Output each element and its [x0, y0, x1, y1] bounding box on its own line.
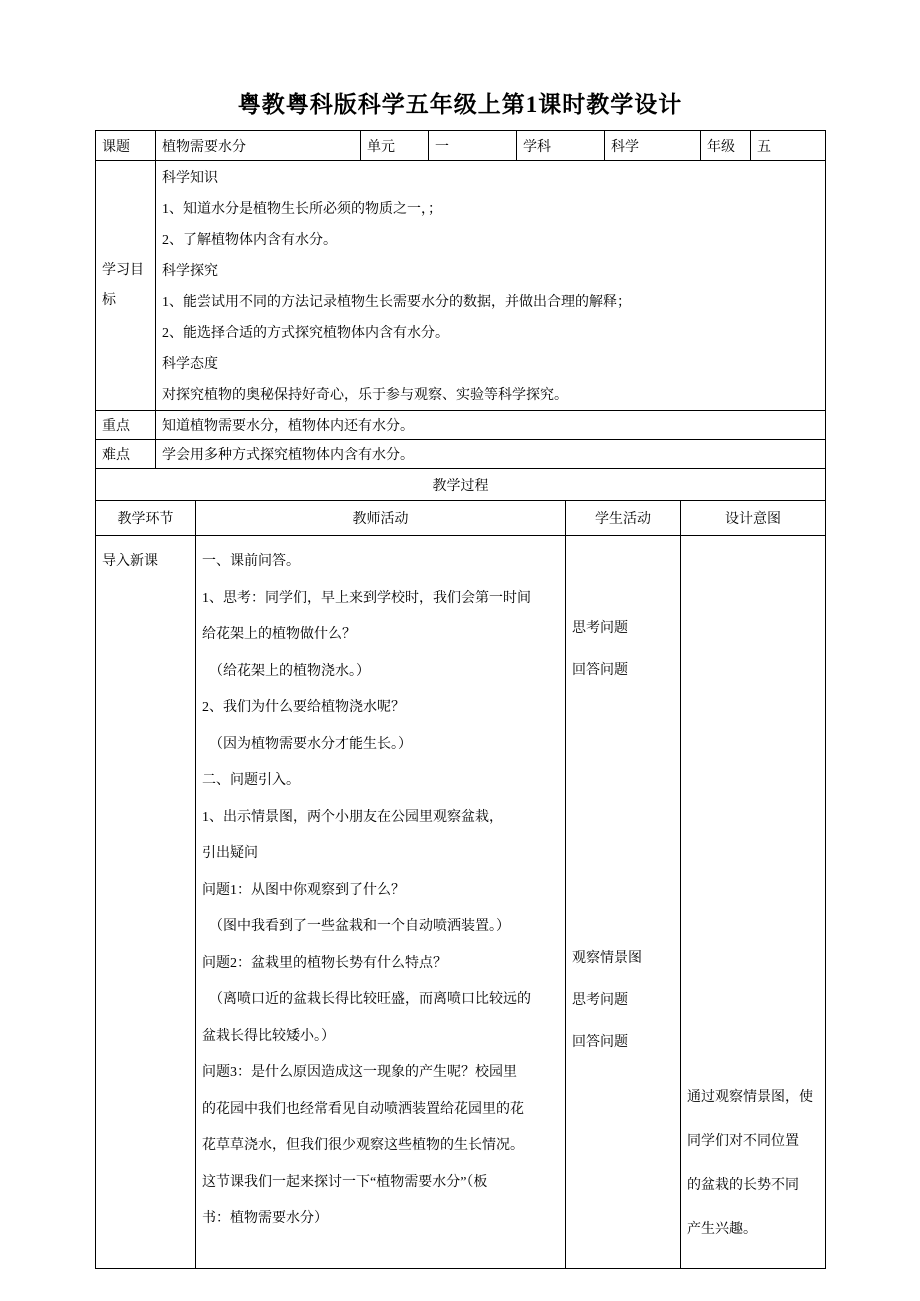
text-line: （图中我看到了一些盆栽和一个自动喷洒装置。） — [202, 919, 510, 934]
text-line: 回答问题 — [572, 1035, 628, 1050]
text-line: 问题2：盆栽里的植物长势有什么特点？ — [202, 955, 447, 971]
text-line: 同学们对不同位置 — [687, 1134, 799, 1149]
text-line: 2、了解植物体内含有水分。 — [162, 233, 337, 248]
student-activity-cell — [566, 536, 681, 1269]
text-line: 给花架上的植物做什么？ — [202, 627, 356, 642]
document-title: 粤教粤科版科学五年级上第1课时教学设计 — [237, 92, 683, 117]
text-line: 通过观察情景图，使 — [687, 1090, 813, 1105]
header-intent: 设计意图 — [681, 501, 826, 536]
text-line: 对探究植物的奥秘保持好奇心，乐于参与观察、实验等科学探究。 — [162, 388, 568, 403]
subject-value: 科学 — [605, 131, 701, 161]
header-stage: 教学环节 — [96, 501, 196, 536]
stage-name: 导入新课 — [96, 536, 196, 1269]
text-line: 观察情景图 — [572, 951, 642, 966]
unit-value: 一 — [429, 131, 517, 161]
process-title-row — [96, 469, 826, 501]
text-line: （给花架上的植物浇水。） — [202, 663, 370, 679]
text-line: 科学探究 — [162, 264, 218, 279]
text-line: （因为植物需要水分才能生长。） — [202, 736, 412, 752]
text-line: 回答问题 — [572, 663, 628, 678]
difficulty-value: 学会用多种方式探究植物体内含有水分。 — [156, 440, 826, 469]
lesson-plan-table — [95, 130, 826, 1269]
text-line: 问题1：从图中你观察到了什么？ — [202, 882, 405, 898]
key-point-value: 知道植物需要水分，植物体内还有水分。 — [156, 411, 826, 440]
topic-value: 植物需要水分 — [156, 131, 361, 161]
intro-stage-row — [96, 536, 826, 1269]
teacher-activity-cell — [196, 536, 566, 1269]
objectives-content — [156, 161, 826, 411]
unit-label: 单元 — [361, 131, 429, 161]
text-line: 思考问题 — [572, 993, 628, 1008]
text-line: 一、课前问答。 — [202, 554, 300, 569]
text-line: 产生兴趣。 — [687, 1222, 757, 1237]
text-line: 的盆栽的长势不同 — [687, 1178, 799, 1193]
text-line: （离喷口近的盆栽长得比较旺盛，而离喷口比较远的 — [202, 992, 531, 1007]
text-line: 1、思考：同学们，早上来到学校时，我们会第一时间 — [202, 590, 531, 606]
text-line: 的花园中我们也经常看见自动喷洒装置给花园里的花 — [202, 1101, 524, 1117]
difficulty-row — [96, 440, 826, 469]
text-line: 思考问题 — [572, 621, 628, 636]
text-line: 1、出示情景图，两个小朋友在公园里观察盆栽， — [202, 809, 503, 825]
meta-row — [96, 131, 826, 161]
key-point-label: 重点 — [96, 411, 156, 440]
topic-label: 课题 — [96, 131, 156, 161]
text-line: 花草草浇水，但我们很少观察这些植物的生长情况。 — [202, 1138, 524, 1153]
text-line: 二、问题引入。 — [202, 773, 300, 788]
text-line: 科学知识 — [162, 171, 218, 186]
text-line: 科学态度 — [162, 357, 218, 372]
subject-label: 学科 — [517, 131, 605, 161]
design-intent-cell — [681, 536, 826, 1269]
objectives-row — [96, 161, 826, 411]
text-line: 1、知道水分是植物生长所必须的物质之一，； — [162, 202, 442, 217]
process-header-row — [96, 501, 826, 536]
objectives-label: 学习目标 — [96, 161, 156, 411]
grade-value: 五 — [751, 131, 826, 161]
text-line: 2、我们为什么要给植物浇水呢？ — [202, 700, 405, 715]
grade-label: 年级 — [701, 131, 751, 161]
text-line: 盆栽长得比较矮小。） — [202, 1028, 335, 1044]
text-line: 书：植物需要水分） — [202, 1211, 328, 1226]
text-line: 1、能尝试用不同的方法记录植物生长需要水分的数据，并做出合理的解释； — [162, 295, 631, 310]
text-line: 2、能选择合适的方式探究植物体内含有水分。 — [162, 326, 449, 341]
key-point-row — [96, 411, 826, 440]
student-activity-group-1 — [572, 608, 674, 692]
difficulty-label: 难点 — [96, 440, 156, 469]
header-student: 学生活动 — [566, 501, 681, 536]
student-activity-group-2 — [572, 938, 674, 1064]
text-line: 问题3：是什么原因造成这一现象的产生呢？校园里 — [202, 1065, 517, 1080]
process-title: 教学过程 — [96, 469, 826, 501]
text-line: 这节课我们一起来探讨一下“植物需要水分”（板 — [202, 1174, 488, 1190]
header-teacher: 教师活动 — [196, 501, 566, 536]
text-line: 引出疑问 — [202, 846, 258, 861]
